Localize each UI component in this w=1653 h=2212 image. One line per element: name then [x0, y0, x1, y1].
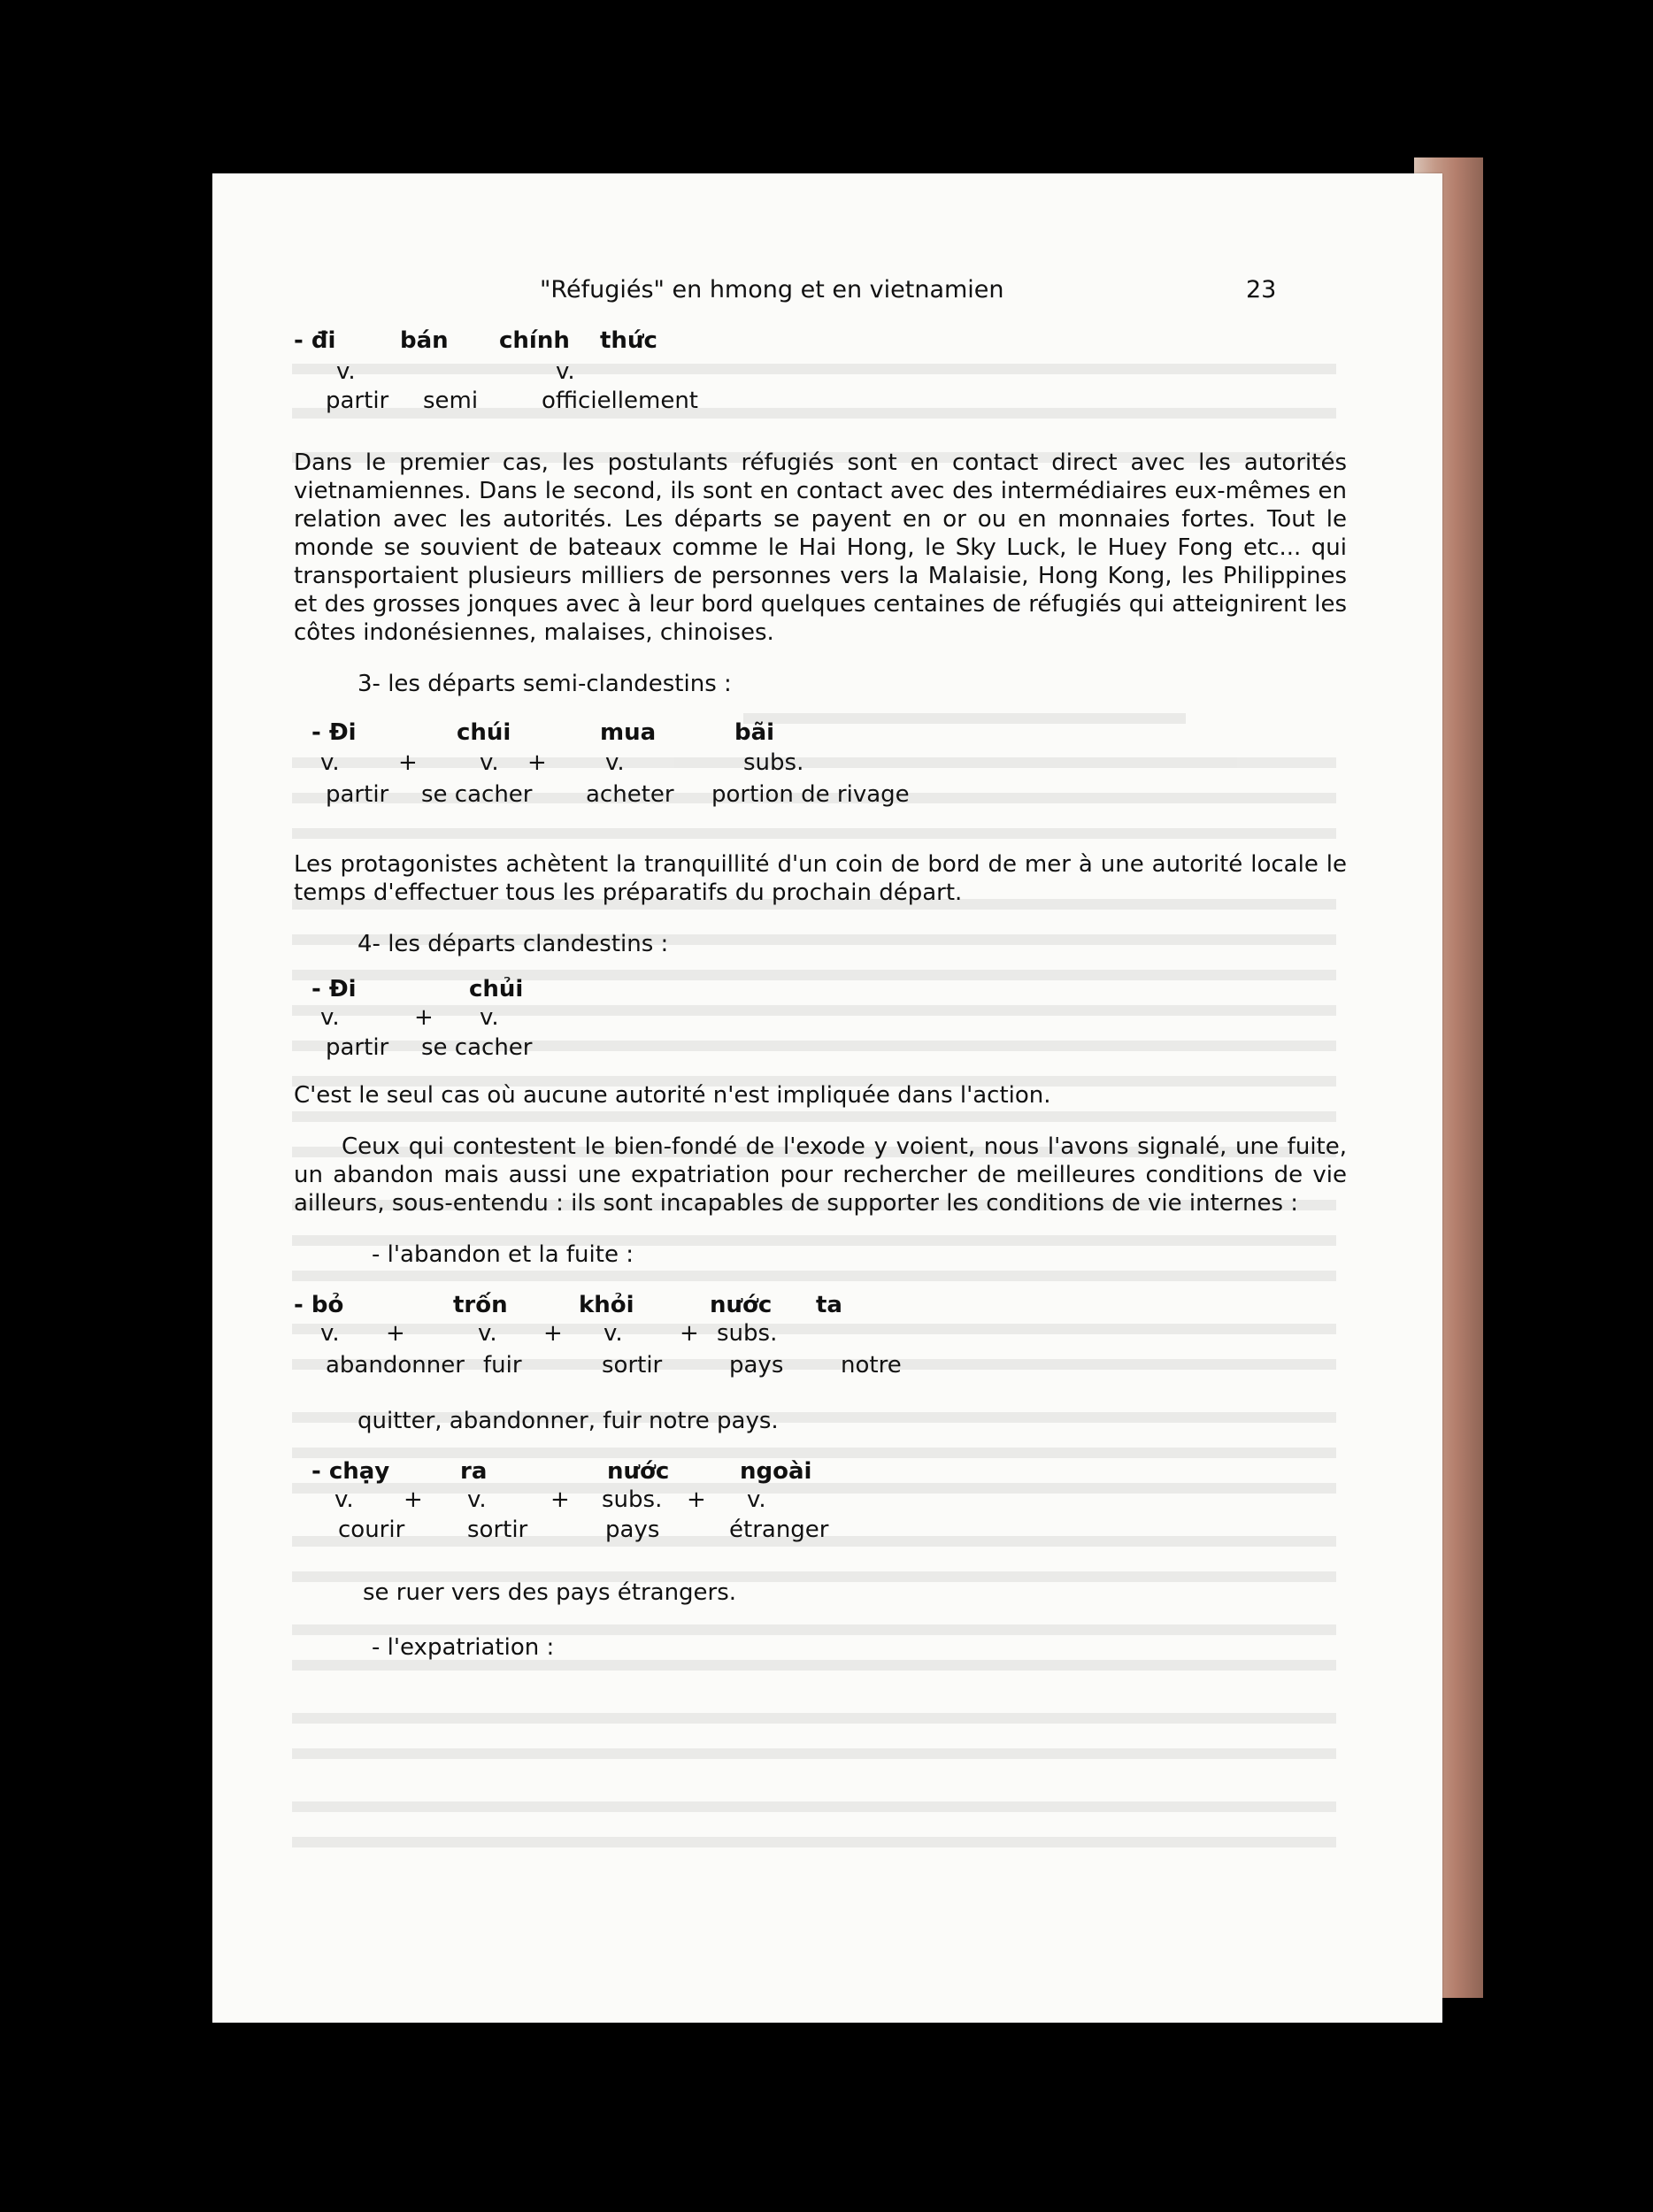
gloss-word: bán	[400, 327, 449, 354]
gloss-translation: pays	[605, 1517, 660, 1543]
pos-tag: v.	[604, 1320, 623, 1347]
pos-tag: v.	[334, 1486, 354, 1513]
gloss-translation: sortir	[467, 1517, 528, 1543]
gloss-translation: étranger	[729, 1517, 829, 1543]
pos-tag: +	[386, 1320, 405, 1347]
translation-line: quitter, abandonner, fuir notre pays.	[358, 1408, 779, 1434]
section-heading: - l'abandon et la fuite :	[372, 1241, 634, 1268]
gloss-word: chúi	[457, 719, 511, 746]
pos-tag: v.	[478, 1320, 497, 1347]
gloss-translation: acheter	[586, 781, 674, 808]
pos-tag: +	[404, 1486, 423, 1513]
gloss-block-5	[294, 1455, 1347, 1578]
gloss-word: bãi	[734, 719, 775, 746]
gloss-word: nước	[710, 1292, 773, 1318]
gloss-translation: abandonner	[326, 1352, 465, 1379]
pos-tag: v.	[320, 749, 340, 776]
gloss-word: trốn	[453, 1292, 508, 1318]
pos-tag: +	[680, 1320, 699, 1347]
gloss-word: - bỏ	[294, 1292, 344, 1318]
gloss-word: chính	[499, 327, 570, 354]
gloss-translation: se cacher	[421, 1034, 533, 1061]
section-heading: 4- les départs clandestins :	[358, 931, 669, 957]
gloss-translation: partir	[326, 781, 389, 808]
pos-tag: +	[543, 1320, 563, 1347]
paragraph: Les protagonistes achètent la tranquillité d'un coin de bord de mer à une autorité locale le temps d'effectuer tous les préparatifs du prochain départ.	[294, 851, 1347, 906]
gloss-translation: pays	[729, 1352, 784, 1379]
gloss-word: khỏi	[579, 1292, 634, 1318]
gloss-block-3	[294, 967, 1347, 1078]
pos-tag: +	[687, 1486, 706, 1513]
gloss-word: ra	[460, 1458, 488, 1485]
gloss-translation: semi	[423, 388, 479, 414]
pos-tag: +	[527, 749, 547, 776]
pos-tag: +	[414, 1004, 434, 1031]
pos-tag: v.	[480, 749, 499, 776]
section-heading: - l'expatriation :	[372, 1634, 555, 1661]
gloss-word: ta	[816, 1292, 842, 1318]
gloss-translation: partir	[326, 388, 389, 414]
running-title: "Réfugiés" en hmong et en vietnamien	[540, 276, 1004, 303]
gloss-word: - chạy	[311, 1458, 390, 1485]
gloss-word: nước	[607, 1458, 670, 1485]
gloss-translation: sortir	[602, 1352, 663, 1379]
gloss-word: chủi	[469, 976, 524, 1002]
paragraph: Ceux qui contestent le bien-fondé de l'exode y voient, nous l'avons signalé, une fuite, un abandon mais aussi une expatriation pour rechercher de meilleures conditions de vie ailleurs, sous-entendu : ils sont incapables de supporter les conditions de vie internes :	[294, 1133, 1347, 1217]
pos-tag: subs.	[743, 749, 804, 776]
page-body	[294, 319, 1347, 1671]
book-page	[212, 173, 1442, 2023]
gloss-translation: portion de rivage	[711, 781, 910, 808]
gloss-block-4	[294, 1278, 1347, 1402]
pos-tag: subs.	[717, 1320, 778, 1347]
gloss-translation: partir	[326, 1034, 389, 1061]
pos-tag: +	[550, 1486, 570, 1513]
pos-tag: +	[398, 749, 418, 776]
gloss-block-1	[294, 319, 1347, 429]
pos-tag: v.	[320, 1004, 340, 1031]
gloss-translation: officiellement	[542, 388, 698, 414]
gloss-translation: fuir	[483, 1352, 522, 1379]
paragraph: C'est le seul cas où aucune autorité n'est impliquée dans l'action.	[294, 1082, 1051, 1109]
pos-tag: subs.	[602, 1486, 663, 1513]
gloss-translation: se cacher	[421, 781, 533, 808]
gloss-word: mua	[600, 719, 657, 746]
gloss-word: thức	[600, 327, 657, 354]
gloss-translation: notre	[841, 1352, 902, 1379]
pos-tag: v.	[747, 1486, 766, 1513]
pos-tag: v.	[480, 1004, 499, 1031]
gloss-translation: courir	[338, 1517, 405, 1543]
pos-tag: v.	[467, 1486, 487, 1513]
pos-tag: v.	[556, 358, 575, 385]
page-number: 23	[1246, 276, 1277, 303]
gloss-word: - đi	[294, 327, 336, 354]
pos-tag: v.	[605, 749, 625, 776]
gloss-word: - Đi	[311, 976, 357, 1002]
translation-line: se ruer vers des pays étrangers.	[363, 1579, 737, 1606]
gloss-word: ngoài	[740, 1458, 812, 1485]
gloss-block-2	[294, 707, 1347, 831]
pos-tag: v.	[320, 1320, 340, 1347]
pos-tag: v.	[336, 358, 356, 385]
paragraph: Dans le premier cas, les postulants réfugiés sont en contact direct avec les autorités vietnamiennes. Dans le second, ils sont en contact avec des intermédiaires eux-mêmes en relation avec les autorités. Les départs se payent en or ou en monnaies fortes. Tout le monde se souvient de bateaux comme le Hai Hong, le Sky Luck, le Huey Fong etc... qui transportaient plusieurs milliers de personnes vers la Malaisie, Hong Kong, les Philippines et des grosses jonques avec à leur bord quelques centaines de réfugiés qui atteignirent les côtes indonésiennes, malaises, chinoises.	[294, 449, 1347, 646]
section-heading: 3- les départs semi-clandestins :	[358, 671, 732, 697]
gloss-word: - Đi	[311, 719, 357, 746]
